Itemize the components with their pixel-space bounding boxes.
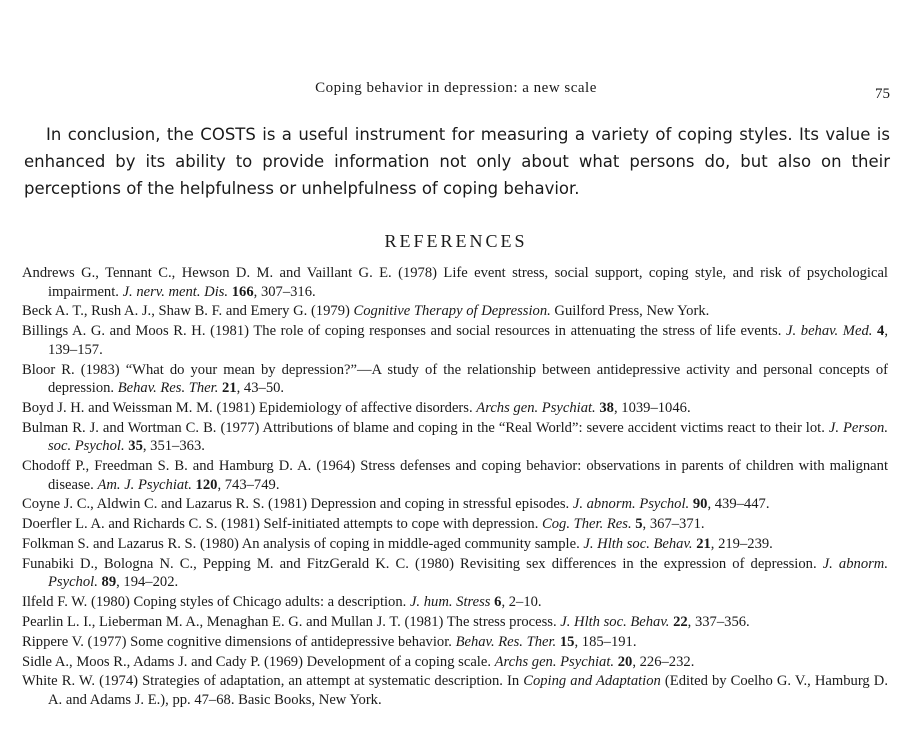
- page-number: 75: [875, 86, 890, 102]
- reference-item: Bloor R. (1983) “What do your mean by depression?”—A study of the relationship between antidepressive activity and personal concepts of depression. Behav. Res. Ther. 21, 43–50.: [22, 361, 888, 397]
- reference-item: Rippere V. (1977) Some cognitive dimensions of antidepressive behavior. Behav. Res. Ther. 15, 185–191.: [22, 633, 637, 650]
- reference-item: Folkman S. and Lazarus R. S. (1980) An analysis of coping in middle-aged community sample. J. Hlth soc. Behav. 21, 219–239.: [22, 536, 773, 552]
- reference-item: Funabiki D., Bologna N. C., Pepping M. and FitzGerald K. C. (1980) Revisiting sex differences in the expression of depression. J. abnorm. Psychol. 89, 194–202.: [22, 555, 888, 591]
- conclusion-paragraph: In conclusion, the COSTS is a useful instrument for measuring a variety of coping styles. Its value is enhanced by its ability to provide information not only about what persons do, but also on their perceptions of the helpfulness or unhelpfulness of coping behavior.: [24, 125, 890, 198]
- reference-item: Andrews G., Tennant C., Hewson D. M. and Vaillant G. E. (1978) Life event stress, social support, coping style, and risk of psychological impairment. J. nerv. ment. Dis. 166, 307–316.: [22, 265, 888, 300]
- reference-item: Beck A. T., Rush A. J., Shaw B. F. and Emery G. (1979) Cognitive Therapy of Depression. Guilford Press, New York.: [22, 303, 710, 320]
- reference-item: Chodoff P., Freedman S. B. and Hamburg D. A. (1964) Stress defenses and coping behavior: observations in parents of children with malignant disease. Am. J. Psychiat. 120, 743–749.: [22, 458, 888, 493]
- reference-item: Ilfeld F. W. (1980) Coping styles of Chicago adults: a description. J. hum. Stress 6, 2–10.: [22, 594, 542, 611]
- references-heading: REFERENCES: [384, 231, 528, 251]
- reference-item: Coyne J. C., Aldwin C. and Lazarus R. S. (1981) Depression and coping in stressful episodes. J. abnorm. Psychol. 90, 439–447.: [22, 496, 770, 513]
- running-header: [0, 80, 908, 102]
- reference-item: Boyd J. H. and Weissman M. M. (1981) Epidemiology of affective disorders. Archs gen. Psychiat. 38, 1039–1046.: [22, 399, 691, 416]
- reference-item: Doerfler L. A. and Richards C. S. (1981) Self-initiated attempts to cope with depression. Cog. Ther. Res. 5, 367–371.: [22, 516, 705, 533]
- reference-item: Bulman R. J. and Wortman C. B. (1977) Attributions of blame and coping in the “Real World”: severe accident victims react to their lot. J. Person. soc. Psychol. 35, 351–363.: [22, 419, 888, 455]
- reference-item: Billings A. G. and Moos R. H. (1981) The role of coping responses and social resources in attenuating the stress of life events. J. behav. Med. 4, 139–157.: [22, 323, 888, 358]
- reference-item: White R. W. (1974) Strategies of adaptation, an attempt at systematic description. In Coping and Adaptation (Edited by Coelho G. V., Hamburg D. A. and Adams J. E.), pp. 47–68. Basic Books, New York.: [22, 673, 888, 708]
- reference-item: Pearlin L. I., Lieberman M. A., Menaghan E. G. and Mullan J. T. (1981) The stress process. J. Hlth soc. Behav. 22, 337–356.: [22, 613, 750, 630]
- reference-item: Sidle A., Moos R., Adams J. and Cady P. (1969) Development of a coping scale. Archs gen. Psychiat. 20, 226–232.: [22, 653, 695, 670]
- running-title: Coping behavior in depression: a new scale: [315, 80, 597, 96]
- references-list: [22, 264, 888, 711]
